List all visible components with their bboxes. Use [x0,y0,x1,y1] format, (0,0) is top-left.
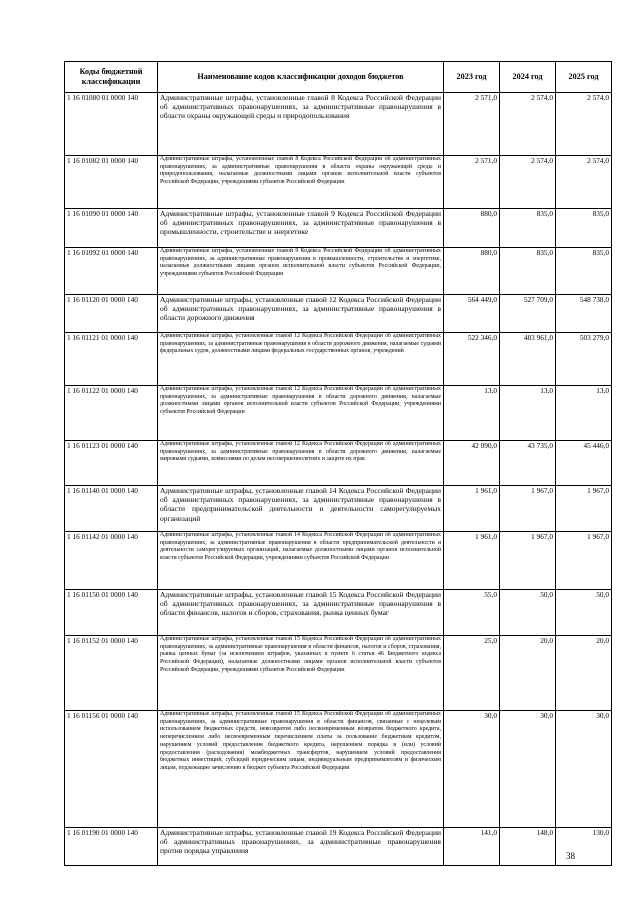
table-row [65,248,612,295]
row-value-2023: 2 571,0 [444,93,500,156]
row-code: 1 16 01092 01 0000 140 [65,248,158,295]
header-name: Наименование кодов классификации доходов бюджетов [158,62,444,93]
row-value-2023: 880,0 [444,248,500,295]
row-name: Административные штрафы, установленные главой 15 Кодекса Российской Федерации об административных правонарушениях, за административные правонарушения в области финансов, связанные с нецелевым использованием бюджетных средств, невозвратом либо несвоевременным возвратом бюджетного кредита, неперечислением либо несвоевременным перечислением платы за пользование бюджетным кредитом, нарушением условий предоставления бюджетного кредита, нарушением порядка и (или) условий предоставления (расходования) межбюджетных трансфертов, нарушением условий предоставления бюджетных инвестиций, субсидий юридическим лицам, индивидуальным предпринимателям и физическим лицам, подлежащие зачислению в бюджет субъекта Российской Федерации [158,711,444,828]
row-name: Административные штрафы, установленные главой 14 Кодекса Российской Федерации об административных правонарушениях, за административные правонарушения в области предпринимательской деятельности и деятельности саморегулируемых организаций [158,486,444,532]
row-value-2023: 564 449,0 [444,295,500,333]
row-name: Административные штрафы, установленные главой 15 Кодекса Российской Федерации об административных правонарушениях, за административные правонарушения в области финансов, налогов и сборов, страхования, рынка ценных бумаг [158,590,444,636]
table-row [65,590,612,636]
row-value-2024: 1 967,0 [500,532,556,590]
row-value-2025: 45 446,0 [556,441,612,486]
row-value-2025: 20,0 [556,636,612,711]
row-code: 1 16 01123 01 0000 140 [65,441,158,486]
row-value-2025: 30,0 [556,711,612,828]
header-2024: 2024 год [500,62,556,93]
row-value-2023: 522 346,0 [444,333,500,386]
row-value-2023: 25,0 [444,636,500,711]
table-row [65,295,612,333]
row-name: Административные штрафы, установленные главой 15 Кодекса Российской Федерации об административных правонарушениях, за административные правонарушения в области финансов, налогов и сборов, страхования, рынка ценных бумаг (за исключением штрафов, указанных в пункте 6 статьи 46 Бюджетного кодекса Российской Федерации), налагаемые должностными лицами органов исполнительной власти субъектов Российской Федерации, учреждениями субъектов Российской Федерации [158,636,444,711]
row-name: Административные штрафы, установленные главой 12 Кодекса Российской Федерации об административных правонарушениях, за административные правонарушения в области дорожного движения, налагаемые судьями федеральных судов, должностными лицами федеральных государственных органов, учреждений [158,333,444,386]
row-value-2024: 2 574,0 [500,156,556,209]
row-value-2025: 13,0 [556,386,612,441]
table-row [65,386,612,441]
row-code: 1 16 01080 01 0000 140 [65,93,158,156]
row-value-2025: 503 279,0 [556,333,612,386]
row-value-2024: 30,0 [500,711,556,828]
table-row [65,156,612,209]
row-code: 1 16 01120 01 0000 140 [65,295,158,333]
row-value-2023: 13,0 [444,386,500,441]
row-code: 1 16 01122 01 0000 140 [65,386,158,441]
row-value-2025: 835,0 [556,248,612,295]
row-value-2025: 1 967,0 [556,532,612,590]
row-name: Административные штрафы, установленные главой 12 Кодекса Российской Федерации об административных правонарушениях, за административные правонарушения в области дорожного движения, налагаемые мировыми судьями, комиссиями по делам несовершеннолетних и защите их прав [158,441,444,486]
row-value-2025: 1 967,0 [556,486,612,532]
row-code: 1 16 01190 01 0000 140 [65,828,158,866]
row-code: 1 16 01082 01 0000 140 [65,156,158,209]
row-name: Административные штрафы, установленные главой 12 Кодекса Российской Федерации об административных правонарушениях, за административные правонарушения в области дорожного движения, налагаемые должностными лицами органов исполнительной власти субъектов Российской Федерации, учреждениями субъектов Российской Федерации [158,386,444,441]
row-name: Административные штрафы, установленные главой 19 Кодекса Российской Федерации об административных правонарушениях, за административные правонарушения против порядка управления [158,828,444,866]
page-number: 38 [566,851,575,861]
row-value-2024: 483 961,0 [500,333,556,386]
row-value-2023: 55,0 [444,590,500,636]
row-value-2025: 50,0 [556,590,612,636]
row-value-2024: 527 709,0 [500,295,556,333]
row-value-2025: 548 738,0 [556,295,612,333]
table-row [65,209,612,248]
row-value-2023: 880,0 [444,209,500,248]
header-2023: 2023 год [444,62,500,93]
row-value-2023: 141,0 [444,828,500,866]
row-name: Административные штрафы, установленные главой 8 Кодекса Российской Федерации об административных правонарушениях, за административные правонарушения в области охраны окружающей среды и природопользования, налагаемые должностными лицами органов исполнительной власти субъектов Российской Федерации, учреждениями субъектов Российской Федерации [158,156,444,209]
row-value-2024: 20,0 [500,636,556,711]
row-code: 1 16 01142 01 0000 140 [65,532,158,590]
row-name: Административные штрафы, установленные главой 9 Кодекса Российской Федерации об административных правонарушениях, за административные правонарушения в промышленности, строительстве и энергетике, налагаемые должностными лицами органов исполнительной власти субъектов Российской Федерации, учреждениями субъектов Российской Федерации [158,248,444,295]
row-code: 1 16 01121 01 0000 140 [65,333,158,386]
row-value-2024: 13,0 [500,386,556,441]
row-code: 1 16 01156 01 0000 140 [65,711,158,828]
row-code: 1 16 01090 01 0000 140 [65,209,158,248]
table-row [65,486,612,532]
table-row [65,636,612,711]
table-row [65,333,612,386]
row-name: Административные штрафы, установленные главой 14 Кодекса Российской Федерации об административных правонарушениях, за административные правонарушения в области предпринимательской деятельности и деятельности саморегулируемых организаций, налагаемые должностными лицами органов исполнительной власти субъектов Российской Федерации, учреждениями субъектов Российской Федерации [158,532,444,590]
row-name: Административные штрафы, установленные главой 9 Кодекса Российской Федерации об административных правонарушениях, за административные правонарушения в промышленности, строительстве и энергетике [158,209,444,248]
row-value-2023: 1 961,0 [444,486,500,532]
row-code: 1 16 01152 01 0000 140 [65,636,158,711]
row-value-2024: 1 967,0 [500,486,556,532]
row-value-2023: 42 090,0 [444,441,500,486]
table-row [65,711,612,828]
row-value-2025: 835,0 [556,209,612,248]
row-value-2024: 2 574,0 [500,93,556,156]
revenue-classification-table [64,61,612,866]
row-code: 1 16 01150 01 0000 140 [65,590,158,636]
row-value-2025: 130,0 [556,828,612,866]
row-value-2023: 30,0 [444,711,500,828]
row-value-2024: 50,0 [500,590,556,636]
row-value-2024: 835,0 [500,248,556,295]
row-value-2023: 2 571,0 [444,156,500,209]
row-name: Административные штрафы, установленные главой 8 Кодекса Российской Федерации об административных правонарушениях, за административные правонарушения в области охраны окружающей среды и природопользования [158,93,444,156]
row-value-2025: 2 574,0 [556,156,612,209]
table-header-row [65,62,612,93]
table-row [65,441,612,486]
table-row [65,532,612,590]
row-value-2024: 148,0 [500,828,556,866]
row-code: 1 16 01140 01 0000 140 [65,486,158,532]
row-value-2024: 835,0 [500,209,556,248]
table-row [65,828,612,866]
row-value-2023: 1 961,0 [444,532,500,590]
row-value-2024: 43 735,0 [500,441,556,486]
header-2025: 2025 год [556,62,612,93]
header-code: Коды бюджетной классификации [65,62,158,93]
table-row [65,93,612,156]
row-name: Административные штрафы, установленные главой 12 Кодекса Российской Федерации об административных правонарушениях, за административные правонарушения в области дорожного движения [158,295,444,333]
row-value-2025: 2 574,0 [556,93,612,156]
